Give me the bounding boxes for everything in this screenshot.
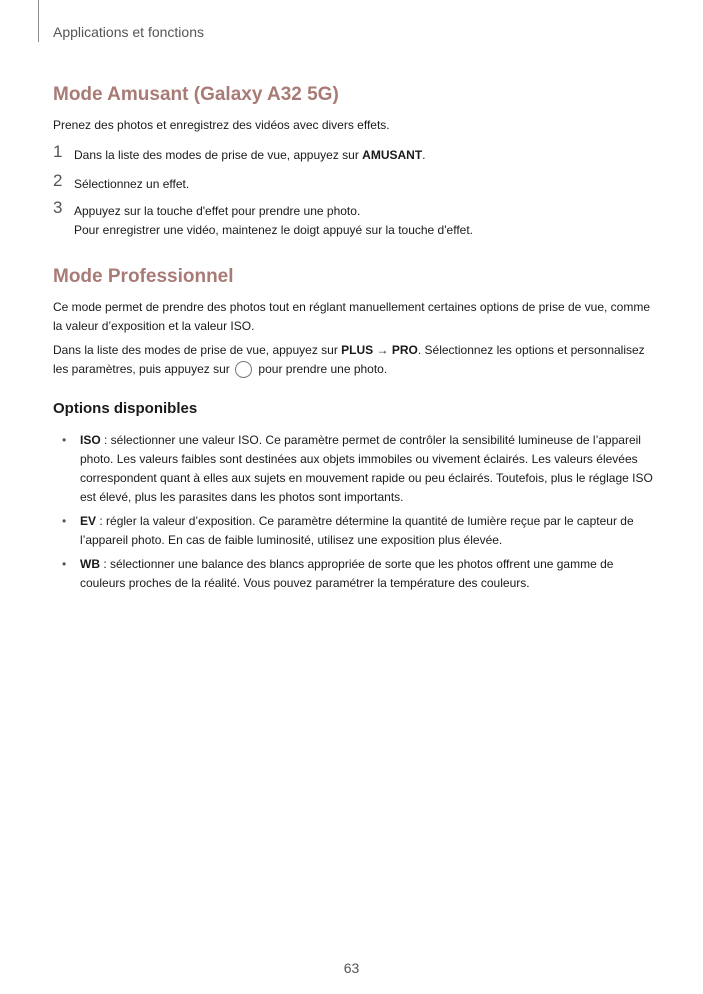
pro-mode-instructions: Dans la liste des modes de prise de vue, appuyez sur PLUS → PRO. Sélectionnez les options et personnalisez les paramètres, puis appuyez sur pour prendre une photo. [53,343,645,376]
option-key: EV [80,514,97,528]
bullet-icon: • [62,557,67,571]
step-number: 3 [53,198,63,217]
step-number: 2 [53,171,63,190]
step-text: Sélectionnez un effet. [74,177,190,191]
pro-mode-intro: Ce mode permet de prendre des photos tout en réglant manuellement certaines options de prise de vue, comme la valeur d’exposition et la valeur ISO. [53,300,651,333]
option-text: EV : régler la valeur d’exposition. Ce paramètre détermine la quantité de lumière reçue par le capteur de l’appareil photo. En cas de faible luminosité, utilisez une exposition plus élevée. [80,514,634,547]
running-header: Applications et fonctions [53,24,204,40]
step-1 [53,142,653,165]
shutter-icon [235,361,252,378]
option-key: WB [80,557,100,571]
option-wb [62,555,657,593]
bullet-icon: • [62,433,67,447]
option-text: ISO : sélectionner une valeur ISO. Ce paramètre permet de contrôler la sensibilité lumineuse de l’appareil photo. Les valeurs faibles sont destinées aux objets immobiles ou vivement éclairés. Les valeurs élevées correspondent quant à elles aux sujets en mouvement rapide ou peu éclairés. Toutefois, plus le réglage ISO est élevé, plus les parasites dans les photos sont importants. [80,433,653,504]
options-heading: Options disponibles [53,400,198,417]
option-ev [62,512,657,550]
section-title-fun-mode: Mode Amusant (Galaxy A32 5G) [53,84,339,105]
step-3 [53,198,653,240]
fun-mode-label: AMUSANT [362,148,423,162]
option-text: WB : sélectionner une balance des blancs appropriée de sorte que les photos offrent une gamme de couleurs proches de la réalité. Vous pouvez paramétrer la température des couleurs. [80,557,614,590]
option-key: ISO [80,433,101,447]
section-title-pro-mode: Mode Professionnel [53,266,234,287]
step-2 [53,171,653,194]
bullet-icon: • [62,514,67,528]
option-iso [62,431,657,507]
step-text-line1: Appuyez sur la touche d'effet pour prendre une photo. [74,204,361,218]
fun-mode-intro: Prenez des photos et enregistrez des vidéos avec divers effets. [53,118,390,132]
step-text: Dans la liste des modes de prise de vue, appuyez sur AMUSANT. [74,148,426,162]
pro-label: PRO [391,343,418,357]
plus-label: PLUS [341,343,374,357]
page-number: 63 [343,960,360,976]
step-number: 1 [53,142,63,161]
header-rule [38,0,39,42]
step-text-line2: Pour enregistrer une vidéo, maintenez le doigt appuyé sur la touche d'effet. [74,223,473,237]
